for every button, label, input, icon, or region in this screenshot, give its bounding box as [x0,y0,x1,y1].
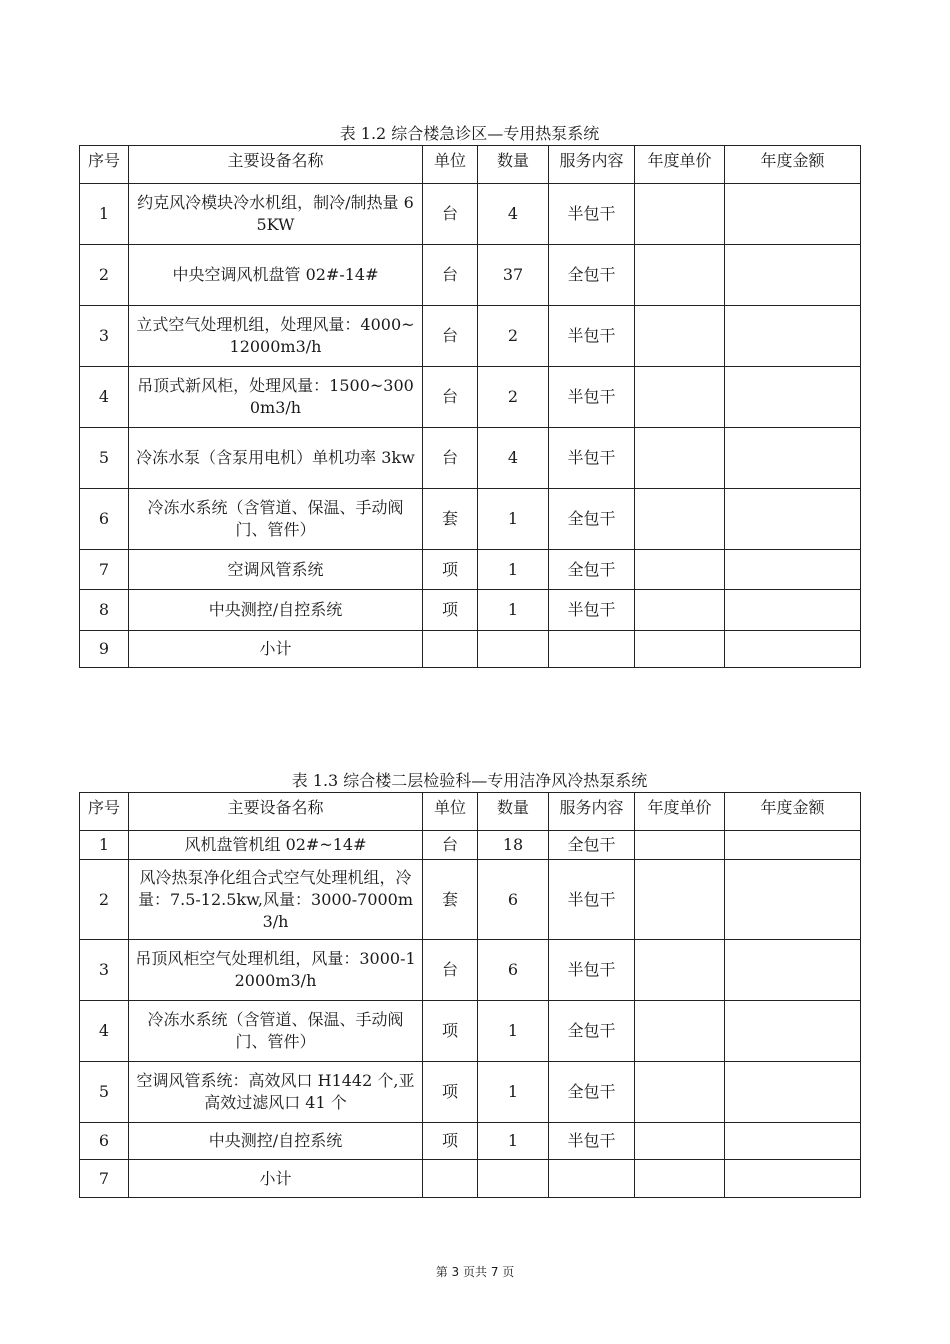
cell-unit [423,631,478,668]
cell-service [549,1160,635,1198]
cell-qty: 1 [478,1001,549,1062]
cell-service: 全包干 [549,831,635,860]
cell-amount [725,1001,861,1062]
cell-no: 8 [80,590,129,631]
cell-amount [725,489,861,550]
table-header-row [80,146,861,184]
cell-name: 中央空调风机盘管 02#-14# [129,245,423,306]
table-row [80,1062,861,1123]
cell-service: 半包干 [549,1123,635,1160]
header-qty: 数量 [478,793,549,831]
header-amount: 年度金额 [725,793,861,831]
cell-amount [725,550,861,590]
cell-amount [725,367,861,428]
cell-service: 半包干 [549,184,635,245]
cell-service: 半包干 [549,428,635,489]
cell-no: 3 [80,306,129,367]
cell-service: 半包干 [549,306,635,367]
cell-no: 6 [80,489,129,550]
cell-qty: 6 [478,940,549,1001]
cell-price [635,245,725,306]
cell-name: 空调风管系统 [129,550,423,590]
cell-unit: 项 [423,1001,478,1062]
cell-name: 吊顶风柜空气处理机组，风量：3000-12000m3/h [129,940,423,1001]
cell-price [635,1001,725,1062]
header-unit: 单位 [423,146,478,184]
cell-name: 中央测控/自控系统 [129,1123,423,1160]
cell-service [549,631,635,668]
table-1-caption: 表 1.2 综合楼急诊区—专用热泵系统 [339,124,600,143]
cell-amount [725,940,861,1001]
table-row [80,306,861,367]
cell-qty: 2 [478,306,549,367]
cell-qty: 1 [478,1123,549,1160]
table-1 [79,145,861,668]
cell-name: 空调风管系统：高效风口 H1442 个,亚高效过滤风口 41 个 [129,1062,423,1123]
table-row [80,590,861,631]
cell-no: 6 [80,1123,129,1160]
cell-amount [725,1062,861,1123]
header-no: 序号 [80,793,129,831]
cell-name: 冷冻水系统（含管道、保温、手动阀门、管件） [129,1001,423,1062]
cell-unit: 项 [423,1062,478,1123]
cell-name: 冷冻水系统（含管道、保温、手动阀门、管件） [129,489,423,550]
table-row [80,1123,861,1160]
table-row [80,367,861,428]
cell-price [635,1160,725,1198]
cell-service: 半包干 [549,590,635,631]
cell-amount [725,590,861,631]
cell-service: 半包干 [549,367,635,428]
cell-amount [725,1160,861,1198]
cell-unit: 台 [423,428,478,489]
cell-amount [725,860,861,940]
cell-name: 风机盘管机组 02#~14# [129,831,423,860]
cell-name: 冷冻水泵（含泵用电机）单机功率 3kw [129,428,423,489]
cell-name: 小计 [129,631,423,668]
table-2 [79,792,861,1198]
cell-name: 吊顶式新风柜，处理风量：1500~3000m3/h [129,367,423,428]
cell-qty: 4 [478,184,549,245]
cell-no: 1 [80,831,129,860]
cell-no: 2 [80,860,129,940]
cell-qty: 6 [478,860,549,940]
table-row [80,831,861,860]
cell-price [635,306,725,367]
table-row [80,1160,861,1198]
cell-price [635,940,725,1001]
cell-service: 全包干 [549,1001,635,1062]
cell-unit: 台 [423,306,478,367]
cell-unit: 台 [423,184,478,245]
cell-price [635,489,725,550]
table-row [80,245,861,306]
cell-qty: 1 [478,1062,549,1123]
cell-price [635,1123,725,1160]
header-service: 服务内容 [549,793,635,831]
cell-service: 全包干 [549,489,635,550]
cell-no: 9 [80,631,129,668]
cell-no: 7 [80,1160,129,1198]
cell-no: 2 [80,245,129,306]
cell-unit [423,1160,478,1198]
cell-service: 全包干 [549,550,635,590]
header-amount: 年度金额 [725,146,861,184]
cell-name: 风冷热泵净化组合式空气处理机组，冷量：7.5-12.5kw,风量：3000-7000m3/h [129,860,423,940]
cell-amount [725,184,861,245]
cell-no: 1 [80,184,129,245]
cell-price [635,590,725,631]
header-service: 服务内容 [549,146,635,184]
cell-amount [725,631,861,668]
cell-price [635,831,725,860]
cell-qty: 1 [478,590,549,631]
table-2-caption: 表 1.3 综合楼二层检验科—专用洁净风冷热泵系统 [291,771,648,790]
cell-name: 约克风冷模块冷水机组，制冷/制热量 65KW [129,184,423,245]
cell-amount [725,831,861,860]
cell-qty: 2 [478,367,549,428]
header-qty: 数量 [478,146,549,184]
cell-price [635,631,725,668]
header-price: 年度单价 [635,793,725,831]
cell-unit: 台 [423,940,478,1001]
cell-service: 全包干 [549,1062,635,1123]
cell-price [635,860,725,940]
cell-service: 半包干 [549,860,635,940]
header-name: 主要设备名称 [129,793,423,831]
table-row [80,184,861,245]
table-row [80,489,861,550]
cell-no: 7 [80,550,129,590]
cell-name: 中央测控/自控系统 [129,590,423,631]
header-unit: 单位 [423,793,478,831]
cell-price [635,1062,725,1123]
cell-service: 全包干 [549,245,635,306]
cell-price [635,428,725,489]
cell-unit: 台 [423,831,478,860]
cell-qty [478,1160,549,1198]
cell-qty: 37 [478,245,549,306]
cell-no: 4 [80,1001,129,1062]
table-row [80,860,861,940]
header-name: 主要设备名称 [129,146,423,184]
table-row [80,550,861,590]
cell-name: 小计 [129,1160,423,1198]
table-header-row [80,793,861,831]
cell-qty: 4 [478,428,549,489]
table-row [80,631,861,668]
cell-unit: 项 [423,550,478,590]
table-row [80,1001,861,1062]
cell-no: 3 [80,940,129,1001]
cell-amount [725,428,861,489]
cell-qty: 1 [478,550,549,590]
cell-price [635,550,725,590]
cell-name: 立式空气处理机组，处理风量：4000~12000m3/h [129,306,423,367]
cell-unit: 套 [423,489,478,550]
table-row [80,940,861,1001]
table-row [80,428,861,489]
cell-price [635,367,725,428]
cell-unit: 项 [423,590,478,631]
cell-unit: 项 [423,1123,478,1160]
cell-no: 5 [80,1062,129,1123]
header-price: 年度单价 [635,146,725,184]
header-no: 序号 [80,146,129,184]
cell-no: 5 [80,428,129,489]
cell-qty: 1 [478,489,549,550]
cell-price [635,184,725,245]
cell-qty: 18 [478,831,549,860]
cell-unit: 套 [423,860,478,940]
cell-service: 半包干 [549,940,635,1001]
page-number-footer: 第 3 页共 7 页 [435,1265,515,1279]
cell-amount [725,1123,861,1160]
cell-amount [725,306,861,367]
cell-no: 4 [80,367,129,428]
cell-amount [725,245,861,306]
cell-unit: 台 [423,367,478,428]
cell-unit: 台 [423,245,478,306]
cell-qty [478,631,549,668]
